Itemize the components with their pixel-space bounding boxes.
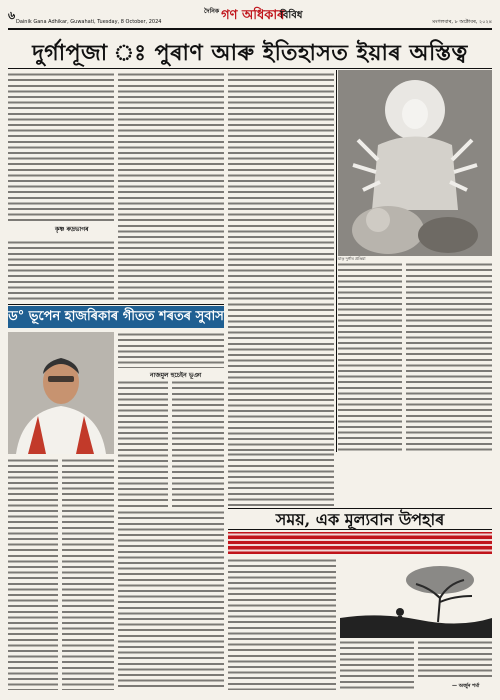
logo-prefix: দৈনিক — [204, 8, 220, 15]
durga-photo-caption: মাতৃ দুৰ্গাৰ প্ৰতিমা — [338, 256, 366, 261]
article2-author: নাজমুল হুচেইন ভূঞা — [150, 372, 202, 379]
logo-text: গণ অধিকাৰ — [221, 8, 285, 23]
section-title: বিবিধ — [280, 10, 303, 21]
masthead — [8, 6, 492, 30]
article1-column-3 — [228, 72, 334, 302]
article2-column-5 — [118, 510, 224, 690]
article3-column-2 — [340, 640, 414, 690]
article3-column-3 — [418, 640, 492, 680]
date-local: মংগলবাৰ, ৮ অক্টোবৰ, ২০২৪ — [432, 19, 492, 25]
portrait-photo — [8, 332, 114, 454]
article2-column-6 — [228, 452, 334, 506]
article3-author: — অৰ্জুন শৰ্মা — [452, 683, 480, 689]
portrait-illustration — [8, 332, 114, 454]
article1-column-2 — [118, 72, 224, 302]
tree-illustration — [340, 558, 492, 638]
article2-column-4 — [62, 458, 114, 690]
article1-column-1 — [8, 72, 114, 224]
article3-headline: সময়, এক মূল্যবান উপহাৰ — [228, 508, 492, 530]
article3-highlight-box — [228, 532, 492, 554]
article2-column-1 — [118, 380, 168, 510]
article1-column-4 — [338, 262, 402, 452]
article2-column-3 — [8, 458, 58, 690]
section-rule-1 — [8, 304, 224, 305]
article2-intro — [118, 332, 224, 368]
durga-idol-photo — [338, 70, 492, 256]
paper-line: Dainik Gana Adhikar, Guwahati, Tuesday, 8 October, 2024 — [16, 19, 162, 25]
article2-column-2 — [172, 380, 224, 510]
article1-author — [55, 224, 89, 235]
article3-column-1 — [228, 558, 336, 690]
silhouette-tree-icon — [340, 558, 492, 638]
durga-idol-illustration — [338, 70, 492, 256]
page-number: ৬ — [8, 9, 16, 22]
column-rule — [336, 70, 337, 452]
article2-headline: ড° ভূপেন হাজৰিকাৰ গীতত শৰতৰ সুবাস — [8, 306, 224, 328]
article1-column-5 — [406, 262, 492, 452]
newspaper-logo — [204, 6, 284, 27]
article1-author-name: কৃষ্ণ ৰুদ্ৰভাগৰ — [55, 226, 89, 233]
article1-headline: দুৰ্গাপূজা ঃ পুৰাণ আৰু ইতিহাসত ইয়াৰ অস্তিত্ব — [32, 40, 468, 66]
article1-column-1b — [8, 240, 114, 302]
article1-column-6 — [228, 302, 334, 452]
headline-rule — [8, 68, 492, 69]
